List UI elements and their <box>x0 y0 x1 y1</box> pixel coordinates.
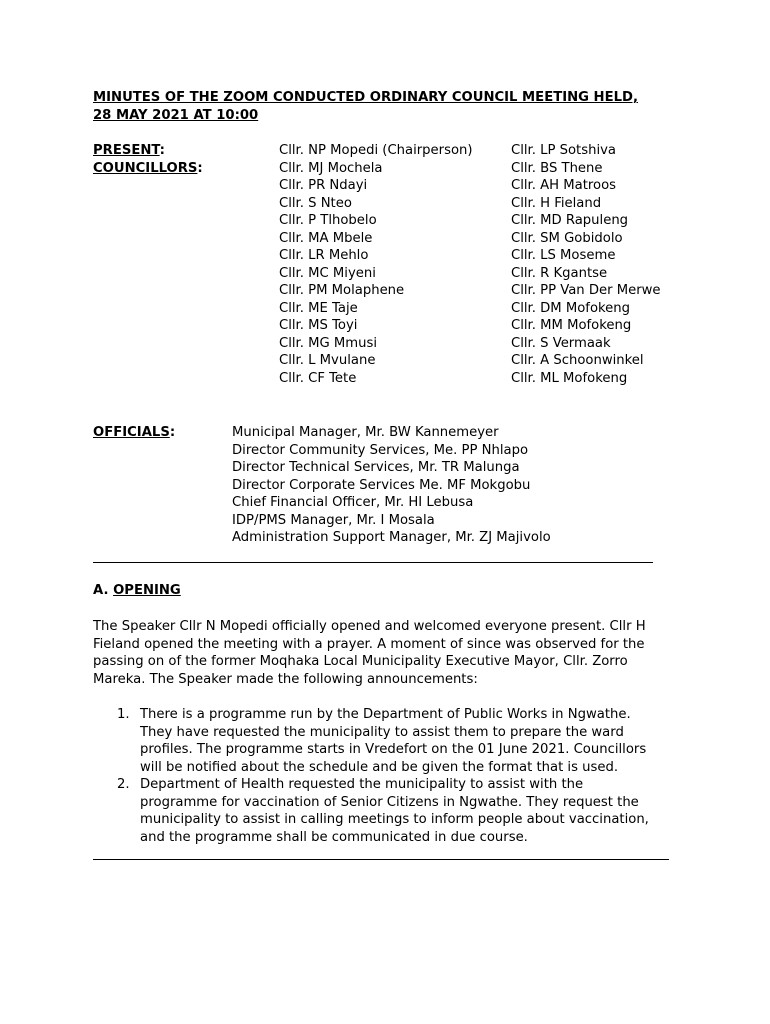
councillor-name: Cllr. MA Mbele <box>279 230 373 246</box>
opening-paragraph: The Speaker Cllr N Mopedi officially opened and welcomed everyone present. Cllr H Fieland opened the meeting with a prayer. A moment of since was observed for the passing on of the former Moqhaka Local Municipality Executive Mayor, Cllr. Zorro Mareka. The Speaker made the following announcements: <box>93 619 646 687</box>
councillor-name: Cllr. ME Taje <box>279 300 358 316</box>
councillor-name: Cllr. AH Matroos <box>511 178 617 193</box>
list-item-text: Department of Health requested the municipality to assist with the programme for vaccination of Senior Citizens in Ngwathe. They request the municipality to assist in calling meetings to inform people about vaccination, and the programme shall be communicated in due course. <box>140 777 649 845</box>
list-item-text: There is a programme run by the Department of Public Works in Ngwathe. They have requested the municipality to assist them to prepare the ward profiles. The programme starts in Vredefort on the 01 June 2021. Councillors will be notified about the schedule and be given the format that is used. <box>140 707 647 775</box>
official-entry: Director Corporate Services Me. MF Mokgobu <box>232 477 531 493</box>
councillor-name: Cllr. DM Mofokeng <box>511 300 631 316</box>
official-entry: Administration Support Manager, Mr. ZJ Majivolo <box>232 530 551 545</box>
councillor-name: Cllr. P Tlhobelo <box>279 213 377 228</box>
councillor-name: Cllr. H Fieland <box>511 195 602 211</box>
councillor-name: Cllr. LS Moseme <box>511 248 616 263</box>
councillor-name: Cllr. MS Toyi <box>279 318 358 333</box>
list-item <box>93 776 653 846</box>
councillor-name: Cllr. ML Mofokeng <box>511 370 628 386</box>
councillor-name: Cllr. PM Molaphene <box>279 283 405 298</box>
councillor-name: Cllr. R Kgantse <box>511 265 608 281</box>
councillor-name: Cllr. PP Van Der Merwe <box>511 283 661 298</box>
section-a-heading: A. OPENING <box>93 583 181 598</box>
councillor-name: Cllr. PR Ndayi <box>279 178 368 193</box>
councillor-name: Cllr. LR Mehlo <box>279 248 369 263</box>
councillor-name: Cllr. S Vermaak <box>511 335 611 351</box>
councillor-name: Cllr. MC Miyeni <box>279 265 376 281</box>
councillor-name: Cllr. SM Gobidolo <box>511 230 623 246</box>
councillor-name: Cllr. S Nteo <box>279 195 352 211</box>
councillor-name: Cllr. MM Mofokeng <box>511 318 632 333</box>
councillor-name: Cllr. LP Sotshiva <box>511 143 617 158</box>
list-item-number: 1. <box>117 707 130 722</box>
official-entry: IDP/PMS Manager, Mr. I Mosala <box>232 512 435 528</box>
councillor-name: Cllr. MG Mmusi <box>279 335 378 351</box>
councillors-label: COUNCILLORS: <box>93 160 203 176</box>
councillor-name: Cllr. CF Tete <box>279 370 357 386</box>
councillor-name: Cllr. BS Thene <box>511 160 603 176</box>
present-label: PRESENT: <box>93 143 165 158</box>
official-entry: Director Technical Services, Mr. TR Malunga <box>232 460 520 475</box>
divider-1 <box>93 562 653 563</box>
official-entry: Director Community Services, Me. PP Nhlapo <box>232 442 529 458</box>
councillor-name: Cllr. A Schoonwinkel <box>511 353 644 368</box>
list-item <box>93 706 653 776</box>
councillors-column-1 <box>279 142 473 387</box>
councillor-name: Cllr. MJ Mochela <box>279 160 383 176</box>
councillor-name: Cllr. L Mvulane <box>279 353 376 368</box>
official-entry: Municipal Manager, Mr. BW Kannemeyer <box>232 425 499 440</box>
list-item-number: 2. <box>117 777 130 792</box>
councillors-column-2 <box>511 142 661 387</box>
document-title-line-2: 28 MAY 2021 AT 10:00 <box>93 107 259 123</box>
officials-list <box>232 424 551 547</box>
document-title <box>93 89 693 124</box>
announcements-list <box>93 706 653 846</box>
councillor-name: Cllr. NP Mopedi (Chairperson) <box>279 143 473 158</box>
official-entry: Chief Financial Officer, Mr. HI Lebusa <box>232 495 474 510</box>
document-title-line-1: MINUTES OF THE ZOOM CONDUCTED ORDINARY COUNCIL MEETING HELD, <box>93 90 638 105</box>
councillor-name: Cllr. MD Rapuleng <box>511 213 629 228</box>
officials-label: OFFICIALS: <box>93 425 176 440</box>
divider-2 <box>93 859 669 860</box>
